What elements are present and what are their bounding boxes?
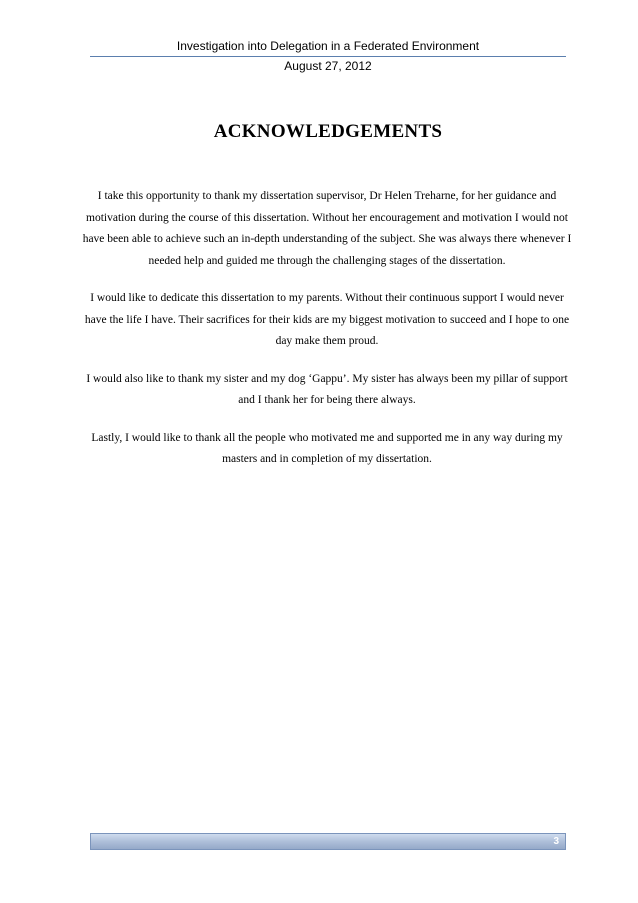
paragraph-closing: Lastly, I would like to thank all the people who motivated me and supported me in any way during my masters and in completion of my dissertation.	[91, 431, 563, 465]
page-number: 3	[553, 836, 559, 847]
paragraph-parents: I would like to dedicate this dissertation to my parents. Without their continuous support I would never have the life I have. Their sacrifices for their kids are my biggest motivation to succeed and I hope to one day make them proud.	[84, 292, 570, 347]
acknowledgements-body	[80, 186, 574, 487]
running-header	[90, 38, 566, 54]
paragraph-sister: I would also like to thank my sister and my dog ‘Gappu’. My sister has always been my pillar of support and I thank her for being there always.	[86, 372, 568, 406]
header-title: Investigation into Delegation in a Federated Environment	[176, 39, 480, 53]
paragraph-supervisor: I take this opportunity to thank my dissertation supervisor, Dr Helen Treharne, for her guidance and motivation during the course of this dissertation. Without her encouragement and motivation I would not have been able to achieve such an in-depth understanding of the subject. She was always there whenever I needed help and guided me through the challenging stages of the dissertation.	[82, 190, 572, 267]
header-rule	[90, 56, 566, 57]
header-date: August 27, 2012	[284, 59, 372, 73]
page-title: ACKNOWLEDGEMENTS	[213, 121, 443, 142]
footer-bar	[90, 833, 566, 850]
